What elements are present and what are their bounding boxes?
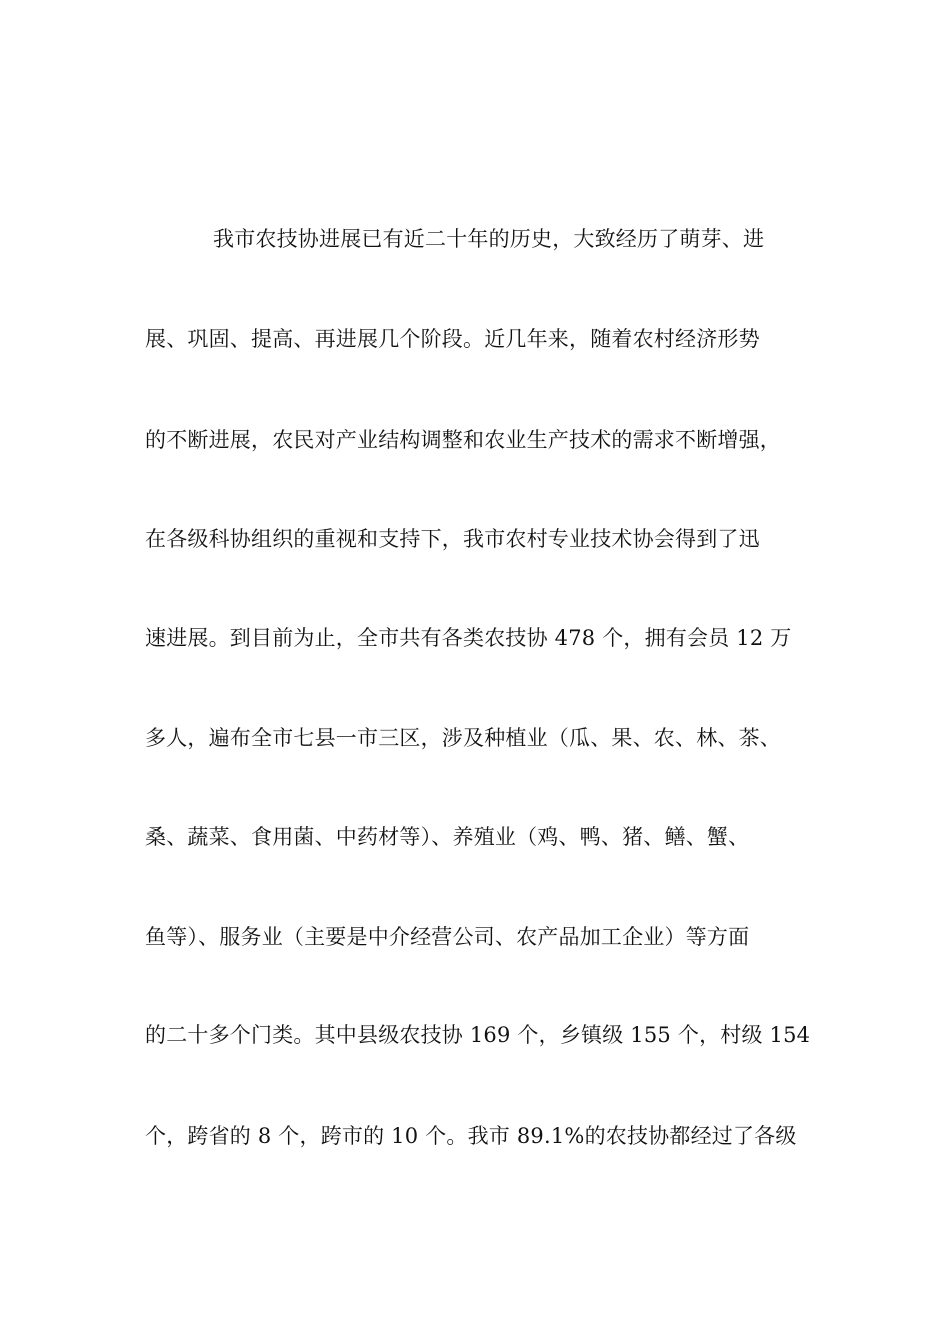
paragraph-line-4: 在各级科协组织的重视和支持下，我市农村专业技术协会得到了迅 xyxy=(145,527,760,551)
paragraph-line-6: 多人，遍布全市七县一市三区，涉及种植业（瓜、果、农、林、茶、 xyxy=(145,726,781,750)
paragraph-line-2: 展、巩固、提高、再进展几个阶段。近几年来，随着农村经济形势 xyxy=(145,327,760,351)
paragraph-line-10: 个，跨省的 8 个，跨市的 10 个。我市 89.1%的农技协都经过了各级 xyxy=(145,1124,797,1148)
paragraph-line-8: 鱼等）、服务业（主要是中介经营公司、农产品加工企业）等方面 xyxy=(145,925,750,949)
paragraph-line-5: 速进展。到目前为止，全市共有各类农技协 478 个，拥有会员 12 万 xyxy=(145,626,792,650)
paragraph-line-1: 我市农技协进展已有近二十年的历史，大致经历了萌芽、进 xyxy=(213,227,765,251)
paragraph-line-9: 的二十多个门类。其中县级农技协 169 个，乡镇级 155 个，村级 154 xyxy=(145,1023,811,1047)
paragraph-line-3: 的不断进展，农民对产业结构调整和农业生产技术的需求不断增强， xyxy=(145,428,781,452)
paragraph-line-7: 桑、蔬菜、食用菌、中药材等）、养殖业（鸡、鸭、猪、鳝、蟹、 xyxy=(145,825,750,849)
